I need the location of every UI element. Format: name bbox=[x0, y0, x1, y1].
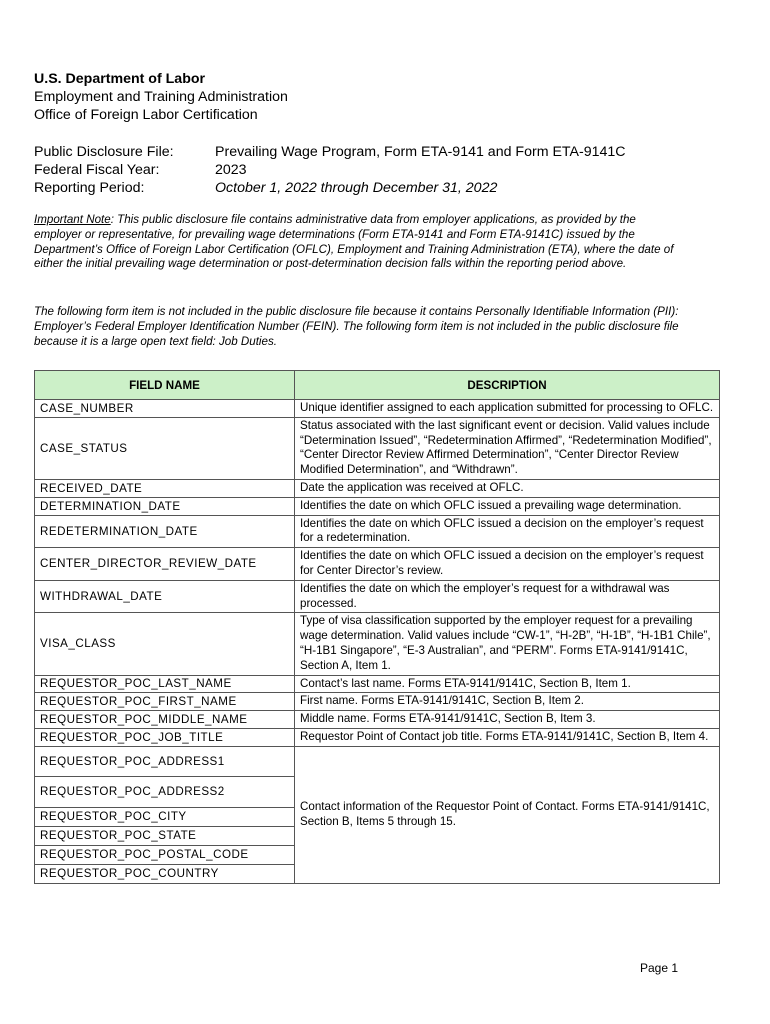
year-label: Federal Fiscal Year: bbox=[34, 162, 160, 178]
description-cell: Identifies the date on which OFLC issued a prevailing wage determination. bbox=[295, 497, 720, 515]
metadata-row-year bbox=[34, 161, 626, 179]
table-row bbox=[35, 746, 720, 776]
page-number: Page 1 bbox=[640, 961, 679, 975]
field-name-cell: REQUESTOR_POC_CITY bbox=[35, 807, 295, 826]
field-name-cell: VISA_CLASS bbox=[35, 613, 295, 675]
description-cell: Requestor Point of Contact job title. Forms ETA-9141/9141C, Section B, Item 4. bbox=[295, 728, 720, 746]
table-row bbox=[35, 400, 720, 418]
field-name-cell: WITHDRAWAL_DATE bbox=[35, 580, 295, 613]
table-row bbox=[35, 728, 720, 746]
file-metadata bbox=[34, 143, 626, 197]
description-cell: Identifies the date on which OFLC issued a decision on the employer’s request for Center Director’s review. bbox=[295, 548, 720, 581]
file-label: Public Disclosure File: bbox=[34, 144, 174, 160]
field-name-cell: RECEIVED_DATE bbox=[35, 479, 295, 497]
field-name-cell: CASE_STATUS bbox=[35, 417, 295, 479]
table-row bbox=[35, 580, 720, 613]
field-name-cell: REQUESTOR_POC_STATE bbox=[35, 826, 295, 845]
field-name-cell: REDETERMINATION_DATE bbox=[35, 515, 295, 548]
agency-name: U.S. Department of Labor bbox=[34, 71, 206, 87]
description-cell: Type of visa classification supported by the employer request for a prevailing wage determination. Valid values include “CW-1”, “H-2B”, “H-1B”, “H-1B1 Chile”, “H-1B1 Singapore”, “E-3 Australian”, and “PERM”. Forms ETA-9141/9141C, Section A, Item 1. bbox=[295, 613, 720, 675]
field-name-cell: REQUESTOR_POC_JOB_TITLE bbox=[35, 728, 295, 746]
description-cell: Middle name. Forms ETA-9141/9141C, Section B, Item 3. bbox=[295, 711, 720, 729]
description-header: DESCRIPTION bbox=[295, 371, 720, 400]
description-cell: Identifies the date on which the employer’s request for a withdrawal was processed. bbox=[295, 580, 720, 613]
exclusions-note: The following form item is not included in the public disclosure file because it contains Personally Identifiable Information (PII): Employer’s Federal Employer Identification Number (FEIN). The following form item is not included in the public disclosure file because it is a large open text field: Job Duties. bbox=[34, 305, 679, 348]
table-row bbox=[35, 515, 720, 548]
description-cell: Unique identifier assigned to each application submitted for processing to OFLC. bbox=[295, 400, 720, 418]
field-name-cell: REQUESTOR_POC_COUNTRY bbox=[35, 864, 295, 883]
important-note-body: : This public disclosure file contains administrative data from employer applications, as provided by the employer or representative, for prevailing wage determinations (Form ETA-9141 and Form ETA-9141C) issued by the Department’s Office of Foreign Labor Certification (OFLC), Employment and Training Administration (ETA), where the date of either the initial prevailing wage determination or post-determination decision falls within the reporting period above. bbox=[34, 213, 674, 271]
field-name-cell: REQUESTOR_POC_MIDDLE_NAME bbox=[35, 711, 295, 729]
field-name-cell: REQUESTOR_POC_LAST_NAME bbox=[35, 675, 295, 693]
table-row bbox=[35, 613, 720, 675]
field-definitions-table bbox=[34, 370, 720, 884]
table-row bbox=[35, 675, 720, 693]
field-name-cell: REQUESTOR_POC_ADDRESS2 bbox=[35, 776, 295, 807]
table-row bbox=[35, 417, 720, 479]
field-name-cell: DETERMINATION_DATE bbox=[35, 497, 295, 515]
metadata-row-period bbox=[34, 179, 626, 197]
field-name-header: FIELD NAME bbox=[35, 371, 295, 400]
table-row bbox=[35, 711, 720, 729]
address-description-cell: Contact information of the Requestor Point of Contact. Forms ETA-9141/9141C, Section B, Items 5 through 15. bbox=[295, 746, 720, 883]
document-header bbox=[34, 70, 288, 124]
field-name-cell: REQUESTOR_POC_FIRST_NAME bbox=[35, 693, 295, 711]
table-row bbox=[35, 497, 720, 515]
metadata-row-file bbox=[34, 143, 626, 161]
table-header-row bbox=[35, 371, 720, 400]
description-cell: Date the application was received at OFLC. bbox=[295, 479, 720, 497]
description-cell: Contact’s last name. Forms ETA-9141/9141C, Section B, Item 1. bbox=[295, 675, 720, 693]
table-row bbox=[35, 548, 720, 581]
description-cell: Identifies the date on which OFLC issued a decision on the employer’s request for a redetermination. bbox=[295, 515, 720, 548]
table-row bbox=[35, 479, 720, 497]
period-label: Reporting Period: bbox=[34, 180, 145, 196]
important-note-title: Important Note bbox=[34, 213, 111, 226]
year-value: 2023 bbox=[215, 162, 247, 178]
period-value: October 1, 2022 through December 31, 2022 bbox=[215, 180, 498, 196]
field-name-cell: CENTER_DIRECTOR_REVIEW_DATE bbox=[35, 548, 295, 581]
file-value: Prevailing Wage Program, Form ETA-9141 and Form ETA-9141C bbox=[215, 144, 626, 160]
field-name-cell: REQUESTOR_POC_ADDRESS1 bbox=[35, 746, 295, 776]
description-cell: First name. Forms ETA-9141/9141C, Section B, Item 2. bbox=[295, 693, 720, 711]
division-name: Employment and Training Administration bbox=[34, 89, 288, 105]
field-name-cell: REQUESTOR_POC_POSTAL_CODE bbox=[35, 845, 295, 864]
important-note bbox=[34, 213, 684, 272]
table-row bbox=[35, 693, 720, 711]
description-cell: Status associated with the last significant event or decision. Valid values include “Determination Issued”, “Redetermination Affirmed”, “Redetermination Modified”, “Center Director Review Affirmed Determination”, “Center Director Review Modified Determination”, and “Withdrawn”. bbox=[295, 417, 720, 479]
office-name: Office of Foreign Labor Certification bbox=[34, 107, 258, 123]
field-name-cell: CASE_NUMBER bbox=[35, 400, 295, 418]
